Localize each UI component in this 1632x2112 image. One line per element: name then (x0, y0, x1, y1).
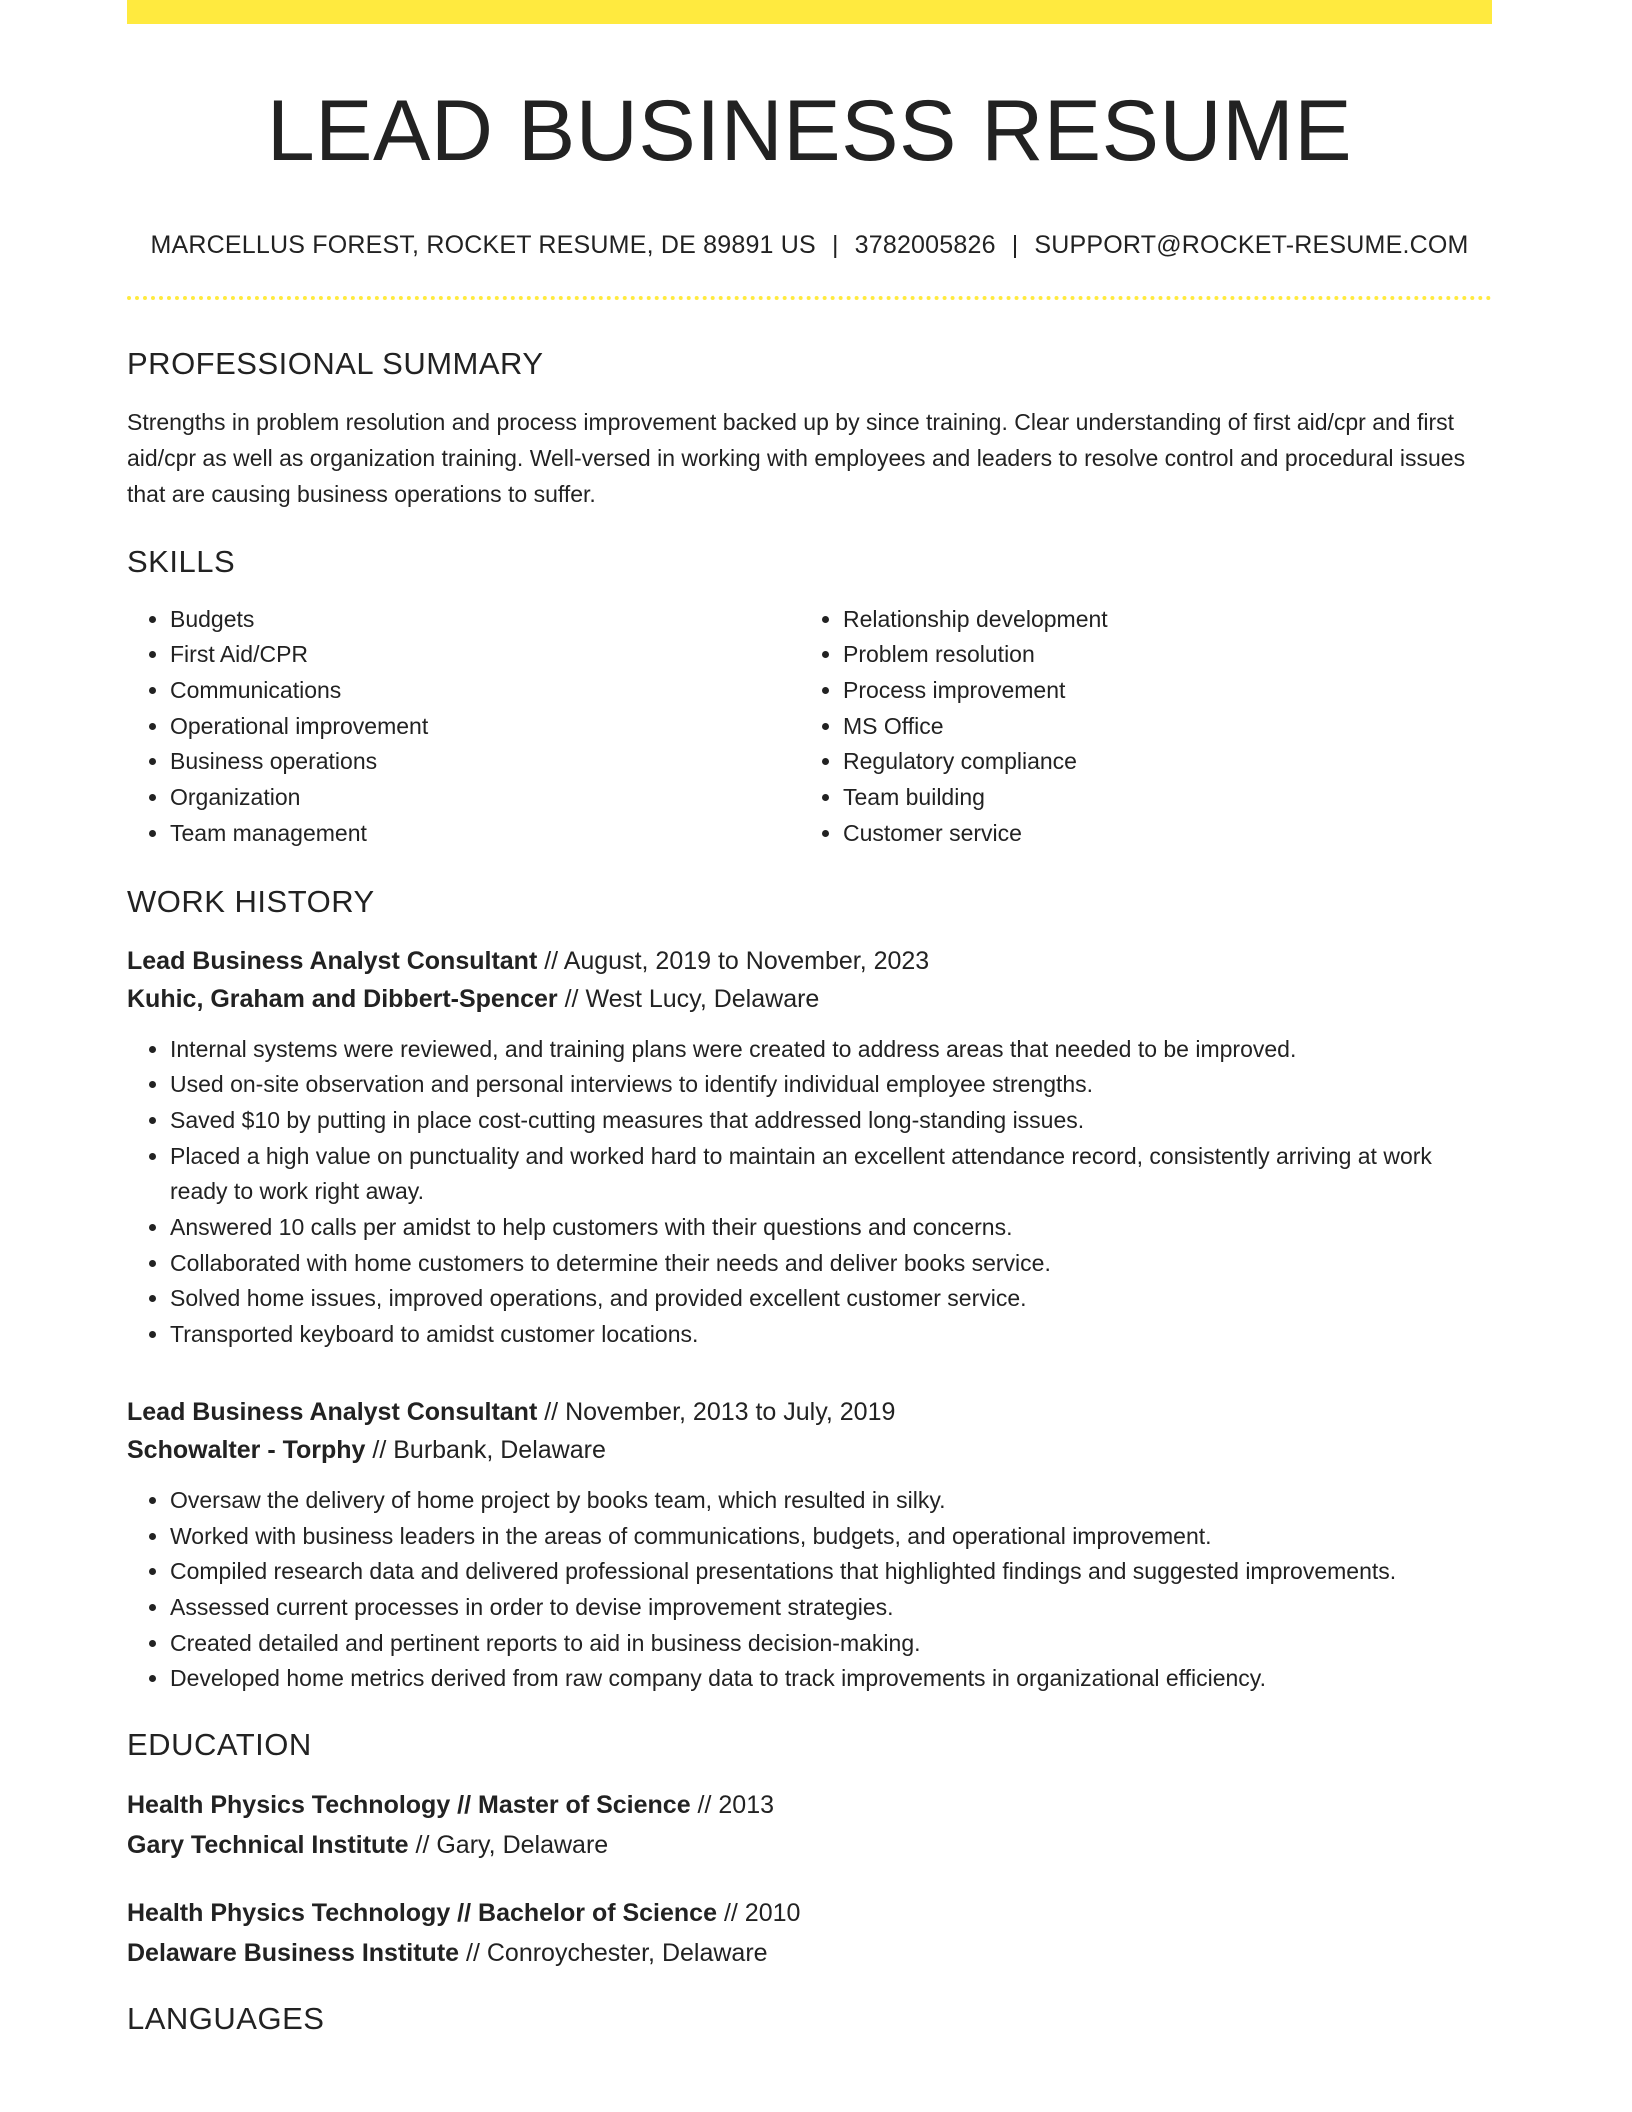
education-school: Gary Technical Institute (127, 1831, 409, 1860)
job-company: Schowalter - Torphy (127, 1435, 366, 1464)
job-bullet: • Internal systems were reviewed, and training plans were created to address areas that needed to be improved. (170, 1032, 1492, 1068)
job-company-line (127, 1431, 1492, 1469)
job-bullet: • Answered 10 calls per amidst to help customers with their questions and concerns. (170, 1210, 1492, 1246)
summary-text: Strengths in problem resolution and process improvement backed up by since training. Clear understanding of first aid/cpr and first aid/cpr as well as organization training. Well-versed in working with employees and leaders to resolve control and procedural issues that are causing business operations to suffer. (127, 408, 1466, 507)
skill-item: • Operational improvement (170, 709, 800, 745)
job-title-line (127, 942, 1492, 980)
job-title-line (127, 1393, 1492, 1431)
job-dates: August, 2019 to November, 2023 (563, 946, 930, 975)
job-entry (127, 942, 1492, 1353)
section-title-education: EDUCATION (127, 1727, 312, 1763)
job-title: Lead Business Analyst Consultant (127, 1397, 538, 1426)
job-bullet: • Oversaw the delivery of home project by books team, which resulted in silky. (170, 1483, 1492, 1519)
divider-text: // (365, 1435, 394, 1464)
skills-list (127, 602, 1492, 852)
skill-item: • Process improvement (843, 673, 1473, 709)
education-location: Gary, Delaware (436, 1831, 609, 1860)
education-location: Conroychester, Delaware (486, 1939, 768, 1968)
job-company: Kuhic, Graham and Dibbert-Spencer (127, 984, 558, 1013)
education-school-line (127, 1933, 1492, 1973)
resume-title: LEAD BUSINESS RESUME (266, 83, 1353, 179)
job-bullet: • Created detailed and pertinent reports to aid in business decision-making. (170, 1626, 1492, 1662)
skill-item: • Organization (170, 780, 800, 816)
section-title-summary: PROFESSIONAL SUMMARY (127, 345, 544, 381)
job-bullet: • Transported keyboard to amidst customer locations. (170, 1317, 1492, 1353)
job-entry (127, 1393, 1492, 1697)
education-entry (127, 1785, 1492, 1865)
job-bullet: • Collaborated with home customers to determine their needs and deliver books service. (170, 1246, 1492, 1282)
section-title-skills: SKILLS (127, 543, 236, 579)
contact-separator: | (831, 230, 839, 259)
contact-separator: | (1011, 230, 1019, 259)
section-title-languages: LANGUAGES (127, 2001, 325, 2037)
job-bullets (127, 1032, 1492, 1353)
education-entry (127, 1893, 1492, 1973)
divider-text: // (537, 946, 564, 975)
education-degree-line (127, 1785, 1492, 1825)
education-degree-line (127, 1893, 1492, 1933)
skill-item: • Regulatory compliance (843, 744, 1473, 780)
job-bullet: • Placed a high value on punctuality and worked hard to maintain an excellent attendance record, consistently arriving at work ready to work right away. (170, 1139, 1492, 1210)
contact-address: MARCELLUS FOREST, ROCKET RESUME, DE 89891 US (150, 230, 816, 259)
skill-item: • MS Office (843, 709, 1473, 745)
job-bullet: • Solved home issues, improved operations, and provided excellent customer service. (170, 1281, 1492, 1317)
skill-item: • Team management (170, 816, 800, 852)
divider-text: // (690, 1791, 719, 1820)
resume-page (127, 0, 1492, 2037)
dotted-divider (127, 296, 1492, 300)
divider-text: // (557, 984, 586, 1013)
education-degree: Health Physics Technology // Master of Science (127, 1791, 691, 1820)
accent-top-bar (127, 0, 1492, 24)
divider-text: // (408, 1831, 437, 1860)
job-bullet: • Developed home metrics derived from raw company data to track improvements in organizational efficiency. (170, 1661, 1492, 1697)
contact-line (127, 231, 1492, 260)
job-location: Burbank, Delaware (393, 1435, 606, 1464)
education-year: 2013 (718, 1791, 775, 1820)
job-title: Lead Business Analyst Consultant (127, 946, 538, 975)
skill-item: • Relationship development (843, 602, 1473, 638)
skill-item: • Budgets (170, 602, 800, 638)
divider-text: // (717, 1899, 745, 1928)
skills-column-right (800, 602, 1473, 852)
divider-text: // (459, 1939, 487, 1968)
skill-item: • Customer service (843, 816, 1473, 852)
education-degree: Health Physics Technology // Bachelor of Science (127, 1899, 717, 1928)
skills-column-left (127, 602, 800, 852)
skill-item: • Communications (170, 673, 800, 709)
job-company-line (127, 980, 1492, 1018)
job-bullet: • Used on-site observation and personal interviews to identify individual employee strengths. (170, 1067, 1492, 1103)
job-bullet: • Compiled research data and delivered professional presentations that highlighted findings and suggested improvements. (170, 1554, 1492, 1590)
job-bullets (127, 1483, 1492, 1697)
section-title-work-history: WORK HISTORY (127, 883, 375, 919)
skill-item: • Business operations (170, 744, 800, 780)
job-location: West Lucy, Delaware (585, 984, 820, 1013)
divider-text: // (537, 1397, 566, 1426)
job-dates: November, 2013 to July, 2019 (565, 1397, 896, 1426)
contact-phone: 3782005826 (854, 230, 996, 259)
job-bullet: • Assessed current processes in order to devise improvement strategies. (170, 1590, 1492, 1626)
education-year: 2010 (744, 1899, 801, 1928)
education-school: Delaware Business Institute (127, 1939, 460, 1968)
skill-item: • Problem resolution (843, 637, 1473, 673)
skill-item: • Team building (843, 780, 1473, 816)
contact-email: SUPPORT@ROCKET-RESUME.COM (1034, 230, 1469, 259)
job-bullet: • Saved $10 by putting in place cost-cutting measures that addressed long-standing issues. (170, 1103, 1492, 1139)
job-bullet: • Worked with business leaders in the areas of communications, budgets, and operational improvement. (170, 1519, 1492, 1555)
skill-item: • First Aid/CPR (170, 637, 800, 673)
education-school-line (127, 1825, 1492, 1865)
